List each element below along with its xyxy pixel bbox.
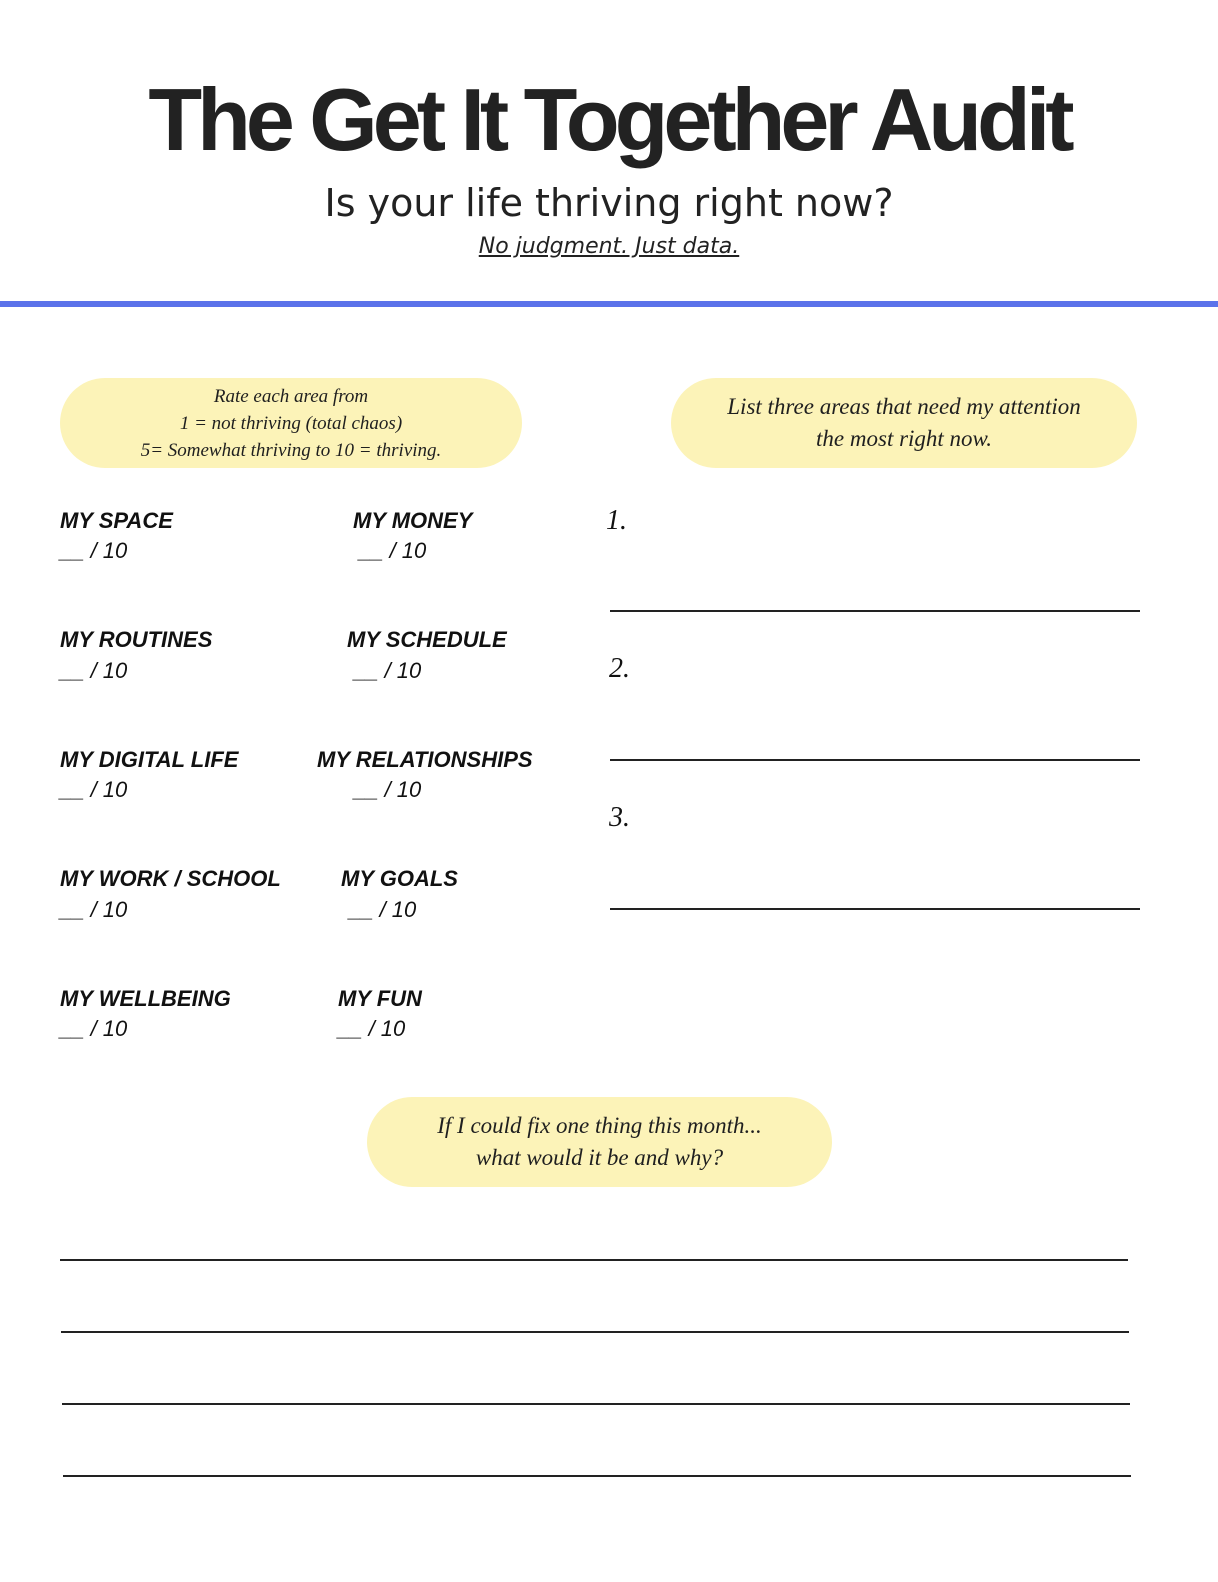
list-instructions-line-1: List three areas that need my attention <box>727 394 1081 419</box>
list-instructions-line-2: the most right now. <box>816 426 992 451</box>
rating-instructions-box <box>60 378 522 468</box>
rating-instructions-line-3: 5= Somewhat thriving to 10 = thriving. <box>140 439 442 461</box>
fix-prompt-box <box>367 1097 832 1187</box>
area-score-money[interactable]: __ / 10 <box>359 538 427 563</box>
tagline: No judgment. Just data. <box>478 234 740 259</box>
rating-instructions-line-1: Rate each area from <box>213 385 369 407</box>
rating-instructions-line-2: 1 = not thriving (total chaos) <box>179 412 403 434</box>
list-number-3: 3. <box>609 802 630 833</box>
fix-answer-line-4[interactable] <box>63 1475 1131 1477</box>
page-subtitle: Is your life thriving right now? <box>324 181 894 225</box>
area-score-schedule[interactable]: __ / 10 <box>354 658 422 683</box>
list-number-2: 2. <box>609 653 630 684</box>
fix-prompt-line-1: If I could fix one thing this month... <box>437 1113 762 1138</box>
page-title: The Get It Together Audit <box>148 70 1070 169</box>
area-label-fun: MY FUN <box>338 986 422 1011</box>
accent-divider <box>0 301 1218 307</box>
area-label-digital-life: MY DIGITAL LIFE <box>60 747 239 772</box>
area-label-goals: MY GOALS <box>341 866 458 891</box>
area-score-space[interactable]: __ / 10 <box>60 538 128 563</box>
fix-answer-line-1[interactable] <box>60 1259 1128 1261</box>
fix-answer-line-2[interactable] <box>61 1331 1129 1333</box>
area-score-routines[interactable]: __ / 10 <box>60 658 128 683</box>
area-label-money: MY MONEY <box>353 508 473 533</box>
area-label-wellbeing: MY WELLBEING <box>60 986 231 1011</box>
fix-prompt-line-2: what would it be and why? <box>475 1145 724 1170</box>
list-answer-line-2[interactable] <box>610 759 1140 761</box>
list-answer-line-3[interactable] <box>610 908 1140 910</box>
area-score-work-school[interactable]: __ / 10 <box>60 897 128 922</box>
area-label-space: MY SPACE <box>60 508 173 533</box>
area-label-schedule: MY SCHEDULE <box>347 627 507 652</box>
list-number-1: 1. <box>606 505 627 536</box>
area-label-routines: MY ROUTINES <box>60 627 213 652</box>
area-score-fun[interactable]: __ / 10 <box>338 1016 406 1041</box>
area-score-relationships[interactable]: __ / 10 <box>354 777 422 802</box>
area-score-goals[interactable]: __ / 10 <box>349 897 417 922</box>
area-score-digital-life[interactable]: __ / 10 <box>60 777 128 802</box>
area-label-relationships: MY RELATIONSHIPS <box>317 747 533 772</box>
fix-answer-line-3[interactable] <box>62 1403 1130 1405</box>
area-label-work-school: MY WORK / SCHOOL <box>60 866 281 891</box>
list-answer-line-1[interactable] <box>610 610 1140 612</box>
area-score-wellbeing[interactable]: __ / 10 <box>60 1016 128 1041</box>
list-instructions-box <box>671 378 1137 468</box>
